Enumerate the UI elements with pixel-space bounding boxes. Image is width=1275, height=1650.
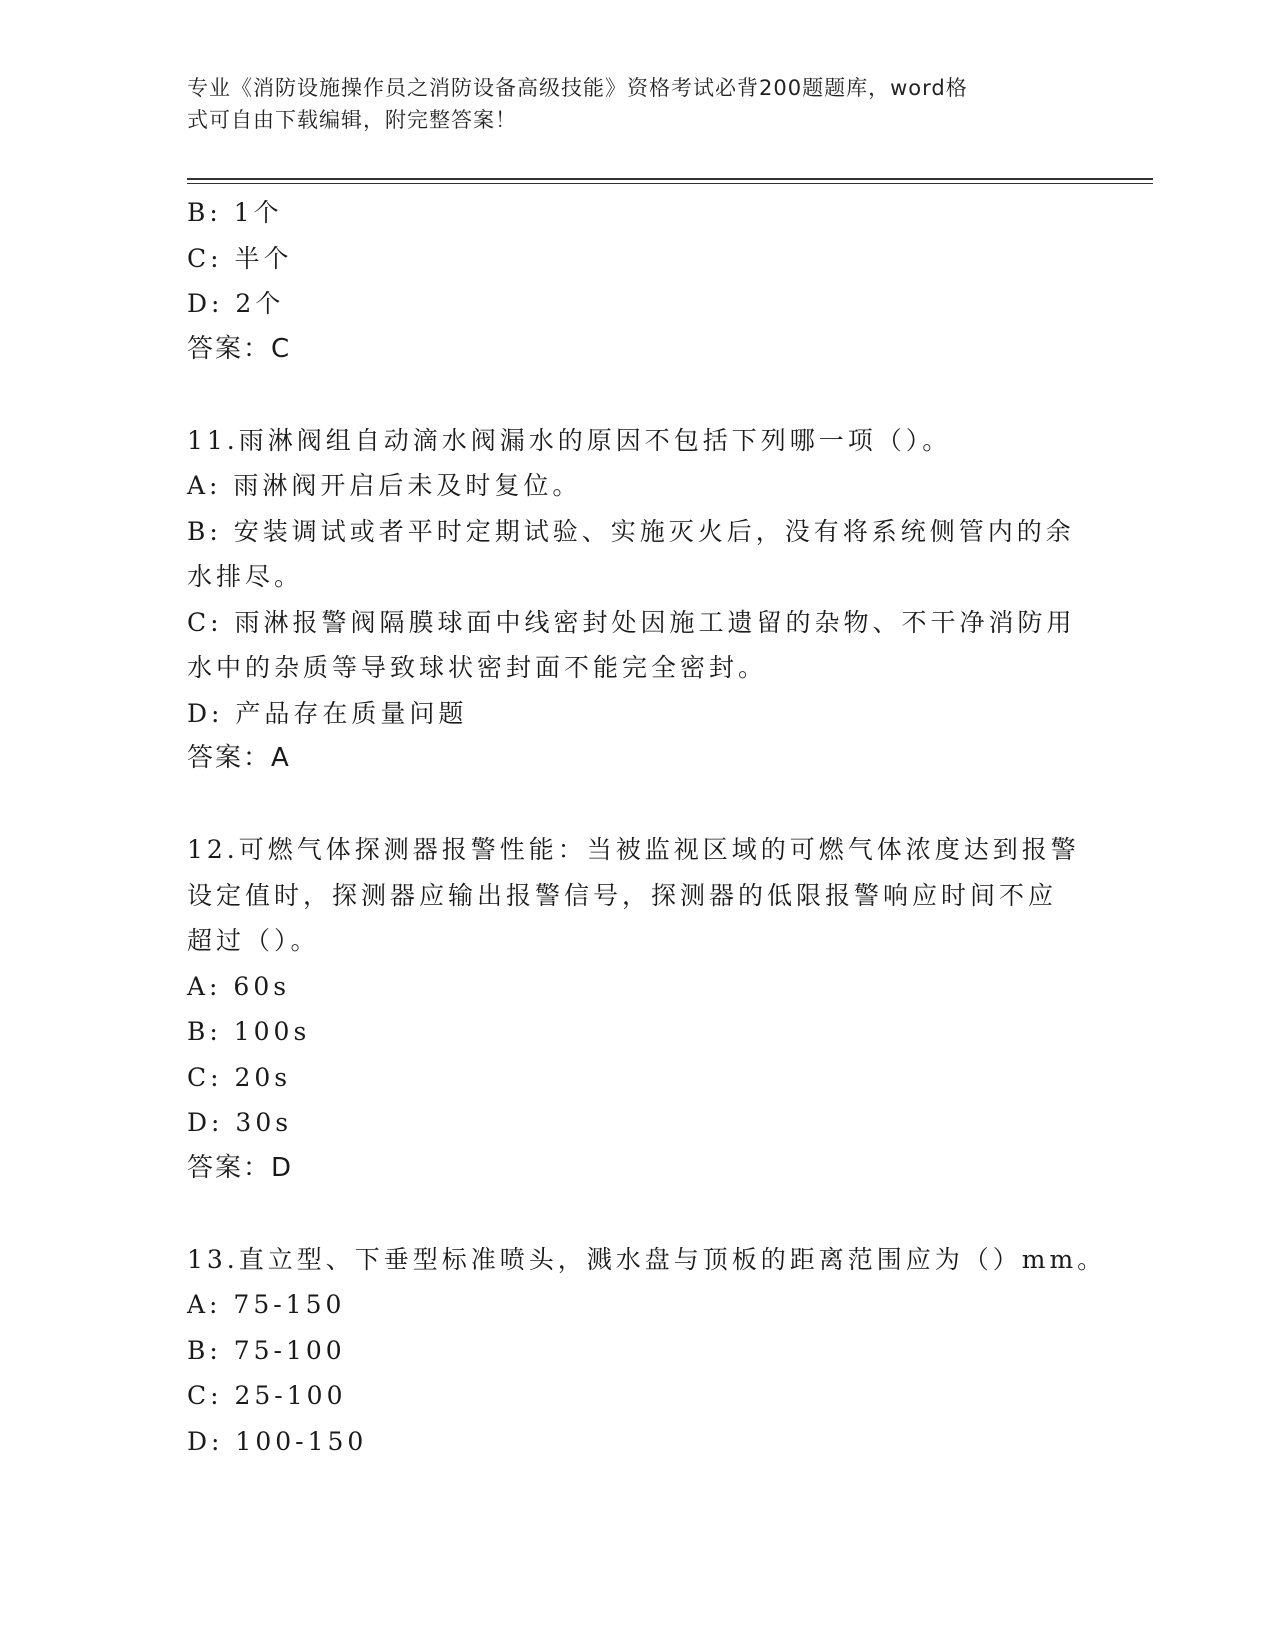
page-header <box>187 72 1067 136</box>
spacer <box>187 1191 1067 1237</box>
option-c: C: 20s <box>187 1062 292 1092</box>
spacer <box>187 372 1067 418</box>
option-d: D: 100-150 <box>187 1426 368 1456</box>
option-c: C: 25-100 <box>187 1381 347 1410</box>
option-d: D: 2个 <box>187 289 285 318</box>
header-line-2: 式可自由下载编辑，附完整答案！ <box>187 108 517 132</box>
option-a: A: 60s <box>187 971 291 1001</box>
question-10-tail <box>187 190 1067 372</box>
spacer <box>187 782 1067 828</box>
header-line-1: 专业《消防设施操作员之消防设备高级技能》资格考试必背200题题库，word格 <box>187 76 968 100</box>
option-c: C: 半个 <box>187 243 293 273</box>
question-12 <box>187 827 1080 1191</box>
option-a: A: 雨淋阀开启后未及时复位。 <box>187 471 582 500</box>
option-b: B: 1个 <box>187 198 283 227</box>
option-a: A: 75-150 <box>187 1290 346 1319</box>
answer-line: 答案：D <box>187 1152 294 1183</box>
question-stem: 12.可燃气体探测器报警性能：当被监视区域的可燃气体浓度达到报警 <box>187 835 1080 864</box>
header-rule-thin <box>187 183 1153 184</box>
option-b: B: 75-100 <box>187 1335 346 1365</box>
option-c-continued: 水中的杂质等导致球状密封面不能完全密封。 <box>187 653 768 682</box>
answer-line: 答案：C <box>187 333 292 364</box>
option-d: D: 30s <box>187 1108 293 1137</box>
question-stem-continued: 设定值时，探测器应输出报警信号，探测器的低限报警响应时间不应 <box>187 880 1058 910</box>
option-b: B: 100s <box>187 1017 311 1046</box>
option-d: D: 产品存在质量问题 <box>187 698 468 728</box>
answer-line: 答案：A <box>187 743 291 773</box>
question-stem-continued: 超过（）。 <box>187 926 320 955</box>
question-13 <box>187 1237 1107 1465</box>
question-stem: 11.雨淋阀组自动滴水阀漏水的原因不包括下列哪一项（）。 <box>187 425 952 455</box>
question-stem: 13.直立型、下垂型标准喷头，溅水盘与顶板的距离范围应为（）mm。 <box>187 1244 1107 1274</box>
header-rule-thick <box>187 178 1153 180</box>
option-b-continued: 水排尽。 <box>187 562 304 591</box>
option-c: C: 雨淋报警阀隔膜球面中线密封处因施工遗留的杂物、不干净消防用 <box>187 607 1076 637</box>
question-11 <box>187 418 1076 782</box>
option-b: B: 安装调试或者平时定期试验、实施灭火后，没有将系统侧管内的余 <box>187 516 1075 546</box>
question-content <box>187 190 1107 1464</box>
